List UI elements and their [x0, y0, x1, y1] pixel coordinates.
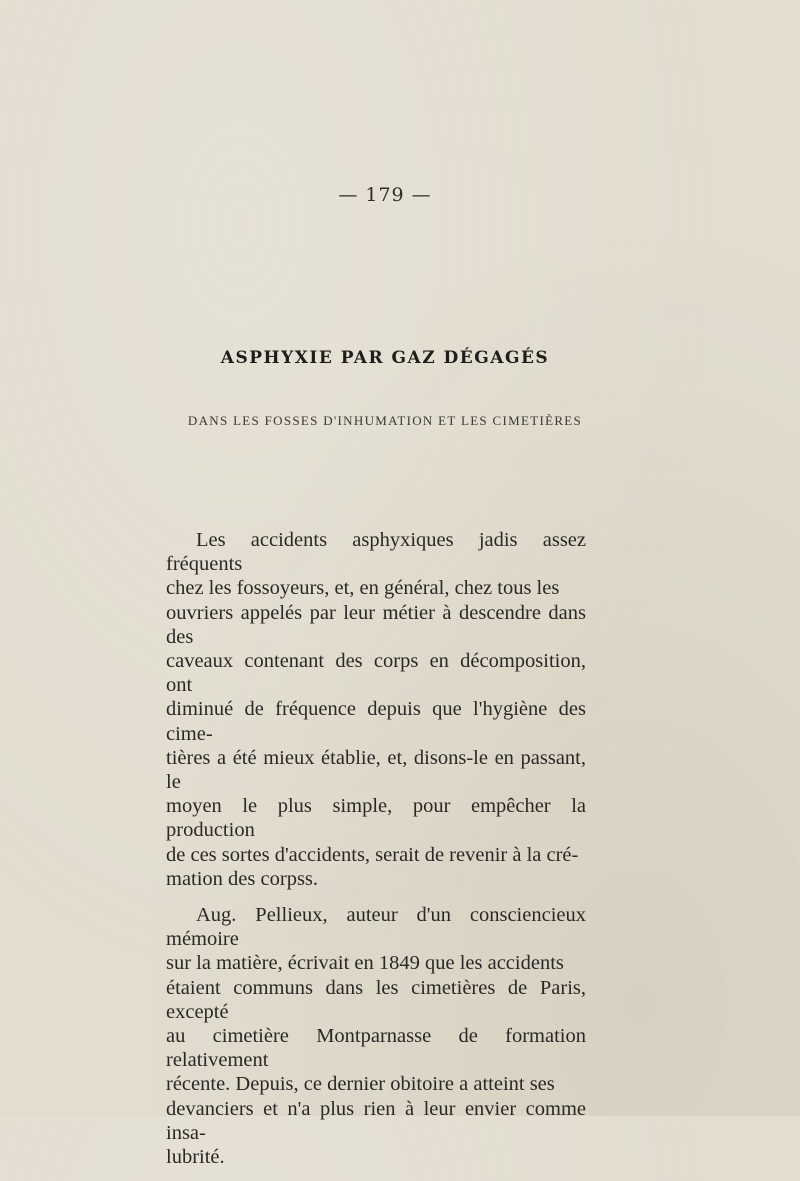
paragraph-1: Les accidents asphyxiques jadis assez fréquents chez les fossoyeurs, et, en général, chez tous les ouvriers appelés par leur métier à descendre dans des caveaux contenant des corps en décomposition, ont diminué de fréquence depuis que l'hygiène des cime- tières a été mieux établie, et, disons-le en passant, le moyen le plus simple, pour empêcher la production de ces sortes d'accidents, serait de revenir à la cré- mation des corpss. — [166, 529, 586, 890]
section-subtitle: DANS LES FOSSES D'INHUMATION ET LES CIMETIÈRES — [187, 413, 583, 428]
body-text — [166, 528, 586, 1181]
paragraph-2: Aug. Pellieux, auteur d'un consciencieux mémoire sur la matière, écrivait en 1849 que les accidents étaient communs dans les cimetières de Paris, excepté au cimetière Montparnasse de formation relativement récente. Depuis, ce dernier obitoire a atteint ses devanciers et n'a plus rien à leur envier comme insa- lubrité. — [166, 904, 586, 1169]
section-title: ASPHYXIE PAR GAZ DÉGAGÉS — [220, 348, 550, 368]
page-number: — 179 — — [338, 184, 432, 206]
